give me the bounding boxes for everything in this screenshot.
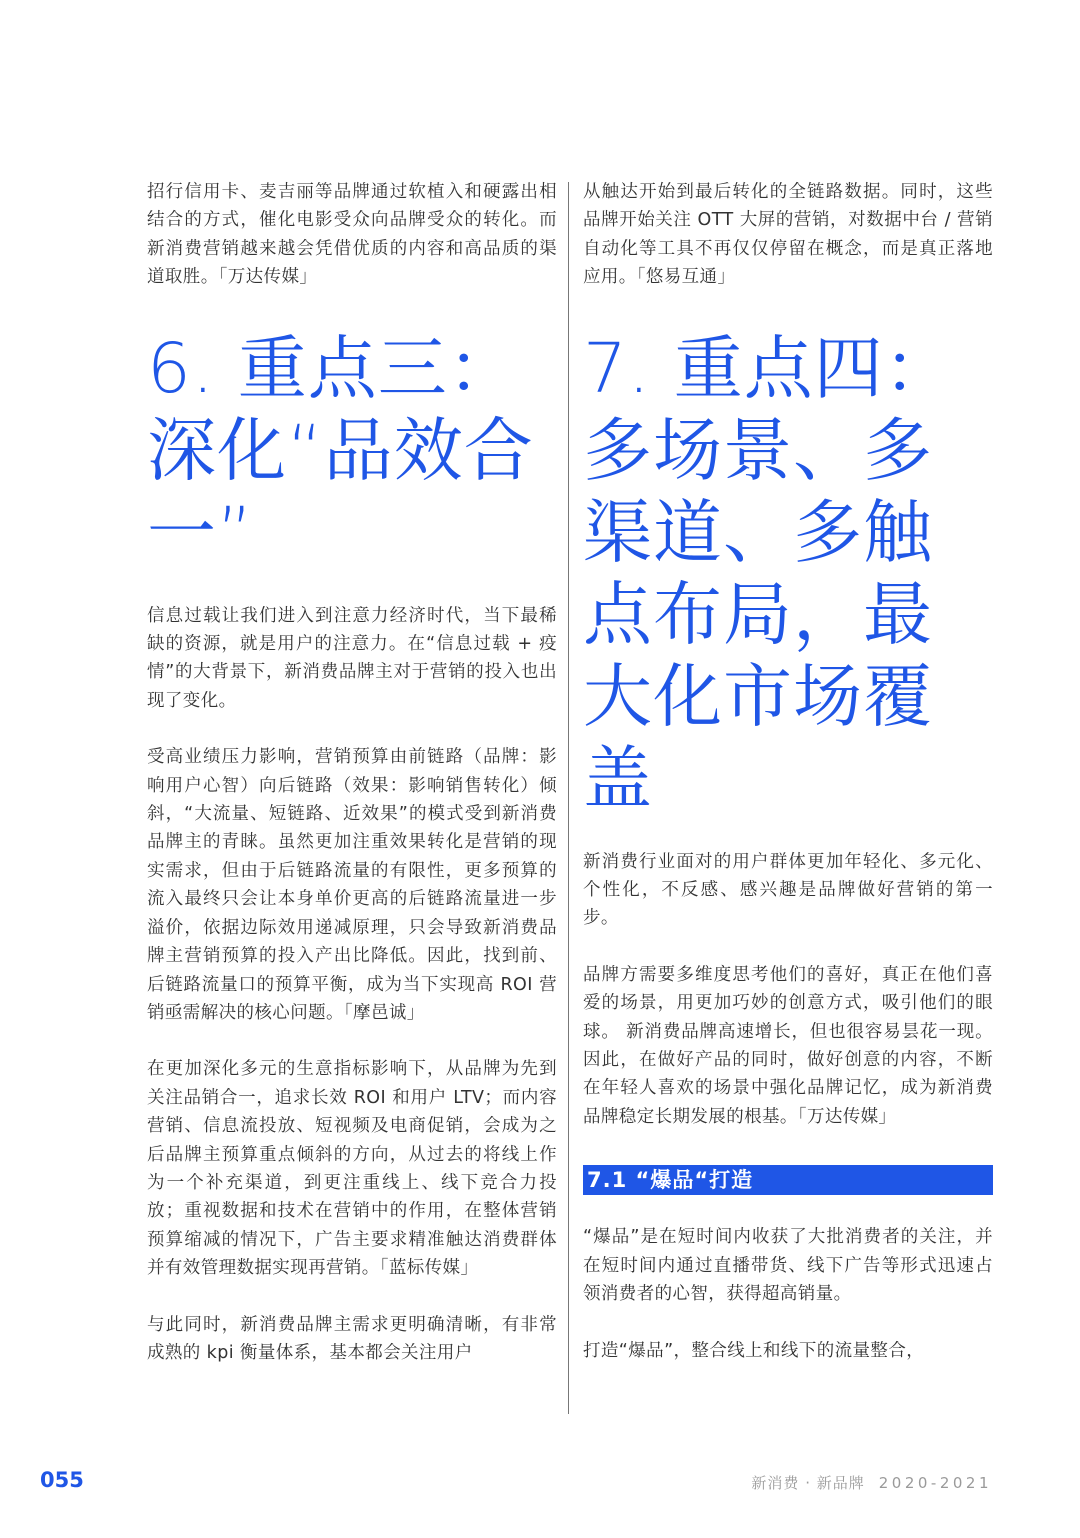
left-column (147, 178, 557, 1367)
subsection-7-1-heading: 7.1 “爆品“打造 (583, 1165, 993, 1195)
section-6-heading: 6. 重点三：深化“品效合一” (147, 328, 534, 573)
page-number: 055 (40, 1468, 84, 1492)
left-paragraph-2: 受高业绩压力影响，营销预算由前链路（品牌：影响用户心智）向后链路（效果：影响销售转化）倾斜，“大流量、短链路、近效果”的模式受到新消费品牌主的青睐。虽然更加注重效果转化是营销的现实需求，但由于后链路流量的有限性，更多预算的流入最终只会让本身单价更高的后链路流量进一步溢价，依据边际效用递减原理，只会导致新消费品牌主营销预算的投入产出比降低。因此，找到前、后链路流量口的预算平衡，成为当下实现高 ROI 营销亟需解决的核心问题。「摩邑诚」 (147, 747, 557, 1023)
right-intro-paragraph: 从触达开始到最后转化的全链路数据。同时，这些品牌开始关注 OTT 大屏的营销，对数据中台 / 营销自动化等工具不再仅仅停留在概念，而是真正落地应用。「悠易互通」 (583, 182, 993, 288)
right-paragraph-2: 品牌方需要多维度思考他们的喜好，真正在他们喜爱的场景，用更加巧妙的创意方式，吸引他们的眼球。 新消费品牌高速增长，但也很容易昙花一现。因此，在做好产品的同时，做好创意的内容，不断在年轻人喜欢的场景中强化品牌记忆，成为新消费品牌稳定长期发展的根基。「万达传媒」 (583, 964, 993, 1127)
footer-running-title (751, 1472, 992, 1493)
left-paragraph-1: 信息过载让我们进入到注意力经济时代，当下最稀缺的资源，就是用户的注意力。在“信息过载 + 疫情”的大背景下，新消费品牌主对于营销的投入也出现了变化。 (147, 605, 557, 711)
right-column (583, 178, 993, 1365)
column-divider (568, 182, 569, 1414)
footer-publication-title: 新消费 · 新品牌 (751, 1474, 865, 1492)
right-paragraph-1: 新消费行业面对的用户群体更加年轻化、多元化、个性化，不反感、感兴趣是品牌做好营销的第一步。 (583, 851, 993, 929)
footer-year: 2020-2021 (878, 1474, 992, 1492)
left-paragraph-3: 在更加深化多元的生意指标影响下，从品牌为先到关注品销合一，追求长效 ROI 和用户 LTV；而内容营销、信息流投放、短视频及电商促销，会成为之后品牌主预算重点倾斜的方向，从过去的将线上作为一个补充渠道，到更注重线上、线下竞合力投放；重视数据和技术在营销中的作用，在整体营销预算缩减的情况下，广告主要求精准触达消费群体并有效管理数据实现再营销。「蓝标传媒」 (147, 1059, 557, 1279)
left-intro-paragraph: 招行信用卡、麦吉丽等品牌通过软植入和硬露出相结合的方式，催化电影受众向品牌受众的转化。而新消费营销越来越会凭借优质的内容和高品质的渠道取胜。「万达传媒」 (147, 182, 557, 288)
right-sub-paragraph-2: 打造“爆品”，整合线上和线下的流量整合， (583, 1340, 925, 1361)
right-sub-paragraph-1: “爆品”是在短时间内收获了大批消费者的关注，并在短时间内通过直播带货、线下广告等形式迅速占领消费者的心智，获得超高销量。 (583, 1227, 993, 1305)
section-7-heading: 7. 重点四：多场景、多渠道、多触点布局，最大化市场覆盖 (583, 328, 954, 819)
left-paragraph-4: 与此同时，新消费品牌主需求更明确清晰，有非常成熟的 kpi 衡量体系，基本都会关注用户 (147, 1314, 557, 1363)
